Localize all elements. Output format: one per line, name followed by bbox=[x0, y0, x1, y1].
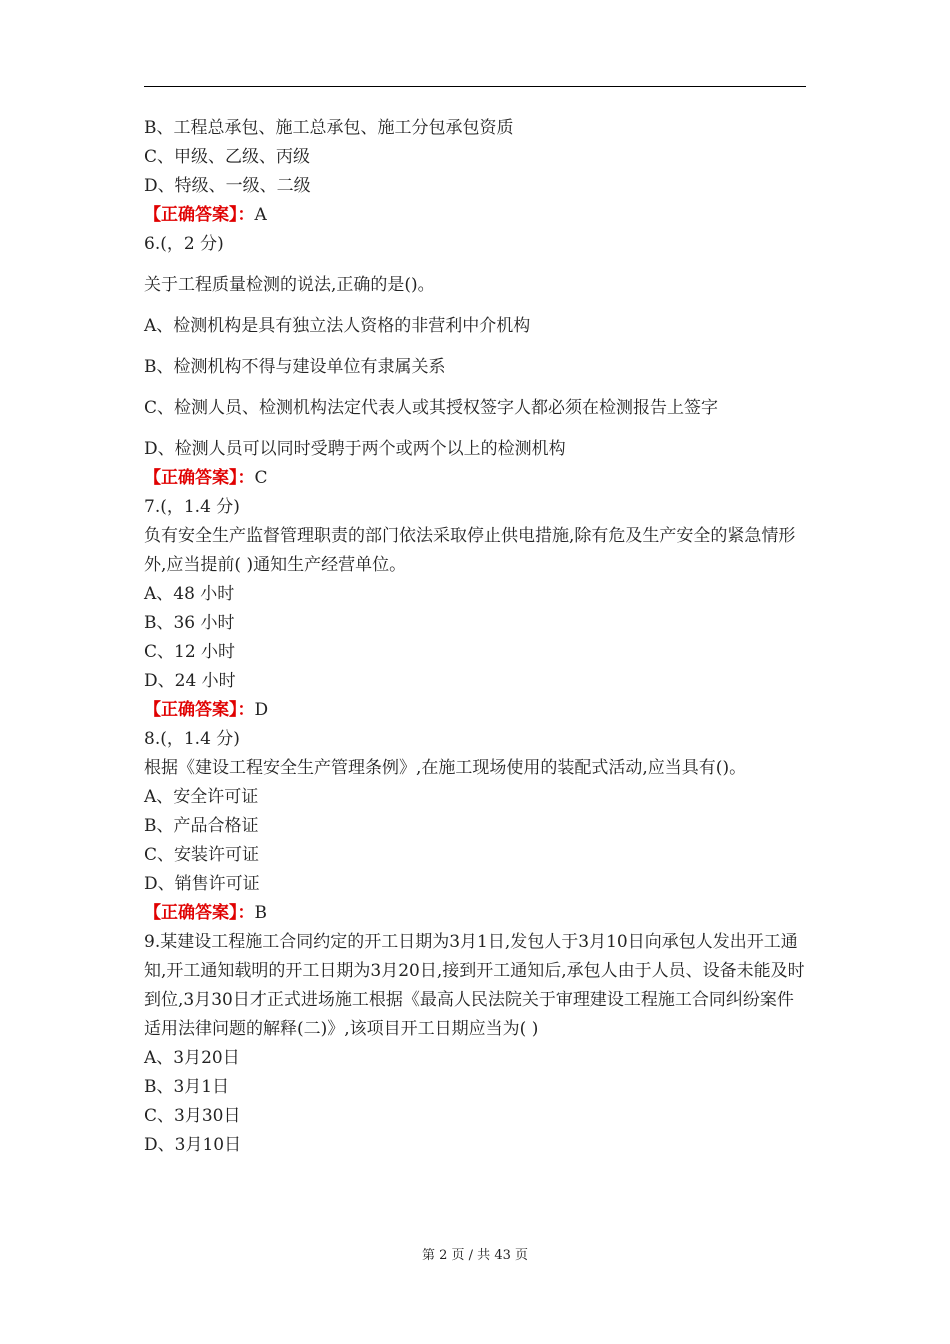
answer-label: 【正确答案】： bbox=[144, 468, 255, 488]
q6-option-b: B、检测机构不得与建设单位有隶属关系 bbox=[144, 357, 446, 377]
footer-middle: 页 / 共 bbox=[447, 1248, 495, 1263]
q7-answer bbox=[144, 696, 806, 725]
q9-option-a: A、3月20日 bbox=[144, 1048, 240, 1068]
q7-option-b: B、36 小时 bbox=[144, 613, 235, 633]
q7-question: 负有安全生产监督管理职责的部门依法采取停止供电措施,除有危及生产安全的紧急情形外,应当提前( )通知生产经营单位。 bbox=[144, 526, 796, 575]
footer-page-number: 2 bbox=[439, 1248, 448, 1263]
q5-option-b: B、工程总承包、施工总承包、施工分包承包资质 bbox=[144, 118, 514, 138]
q7-option-c: C、12 小时 bbox=[144, 642, 236, 662]
q7-answer-value: D bbox=[254, 700, 269, 720]
answer-label: 【正确答案】： bbox=[144, 903, 255, 923]
q8-option-d: D、销售许可证 bbox=[144, 874, 260, 894]
q9-option-c: C、3月30日 bbox=[144, 1106, 241, 1126]
q5-answer bbox=[144, 201, 806, 230]
q6-option-c: C、检测人员、检测机构法定代表人或其授权签字人都必须在检测报告上签字 bbox=[144, 398, 719, 418]
q5-option-c: C、甲级、乙级、丙级 bbox=[144, 147, 311, 167]
q9-question: 9.某建设工程施工合同约定的开工日期为3月1日,发包人于3月10日向承包人发出开工通知,开工通知载明的开工日期为3月20日,接到开工通知后,承包人由于人员、设备未能及时到位,3月30日才正式进场施工根据《最高人民法院关于审理建设工程施工合同纠纷案件适用法律问题的解释(二)》,该项目开工日期应当为( ) bbox=[144, 932, 805, 1039]
q6-header: 6.(，2 分) bbox=[144, 234, 224, 254]
footer-suffix: 页 bbox=[510, 1248, 529, 1263]
footer-total-pages: 43 bbox=[494, 1248, 511, 1263]
q9-option-b: B、3月1日 bbox=[144, 1077, 230, 1097]
q8-option-a: A、安全许可证 bbox=[144, 787, 259, 807]
q8-option-b: B、产品合格证 bbox=[144, 816, 259, 836]
answer-label: 【正确答案】： bbox=[144, 700, 255, 720]
q7-option-a: A、48 小时 bbox=[144, 584, 235, 604]
q6-option-a: A、检测机构是具有独立法人资格的非营利中介机构 bbox=[144, 316, 531, 336]
q8-header: 8.(，1.4 分) bbox=[144, 729, 240, 749]
q8-answer bbox=[144, 899, 806, 928]
q6-answer-value: C bbox=[254, 468, 268, 488]
page-footer bbox=[0, 1244, 950, 1263]
q5-answer-value: A bbox=[254, 205, 267, 225]
footer-prefix: 第 bbox=[421, 1248, 440, 1263]
q8-option-c: C、安装许可证 bbox=[144, 845, 260, 865]
q9-option-d: D、3月10日 bbox=[144, 1135, 242, 1155]
q7-header: 7.(，1.4 分) bbox=[144, 497, 240, 517]
q8-question: 根据《建设工程安全生产管理条例》,在施工现场使用的装配式活动,应当具有()。 bbox=[144, 758, 747, 778]
q5-option-d: D、特级、一级、二级 bbox=[144, 176, 311, 196]
answer-label: 【正确答案】： bbox=[144, 205, 255, 225]
q6-answer bbox=[144, 464, 806, 493]
q7-option-d: D、24 小时 bbox=[144, 671, 236, 691]
page-content bbox=[144, 114, 806, 1160]
q6-question: 关于工程质量检测的说法,正确的是()。 bbox=[144, 275, 435, 295]
q6-option-d: D、检测人员可以同时受聘于两个或两个以上的检测机构 bbox=[144, 439, 566, 459]
header-rule bbox=[144, 86, 806, 87]
q8-answer-value: B bbox=[254, 903, 267, 923]
